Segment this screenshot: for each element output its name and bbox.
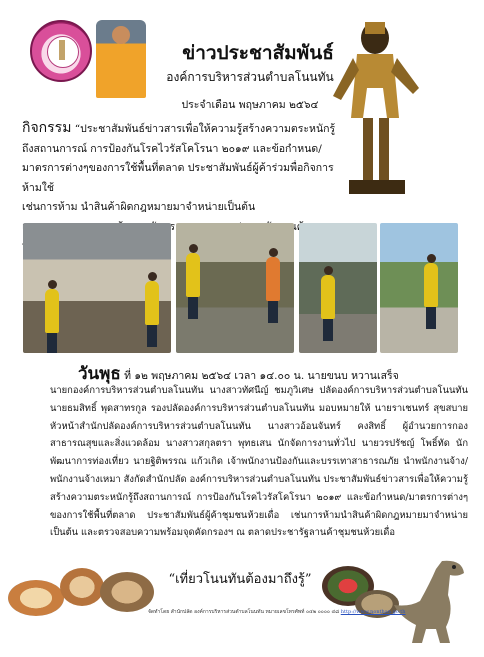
activity-line-2: ถึงสถานการณ์ การป้องกันโรคไวรัสโคโรนา ๒๐๑๙ และข้อกำหนด/ — [22, 142, 322, 155]
person-figure — [266, 257, 280, 301]
slogan: “เที่ยวโนนทันต้องมาถึงรู้” — [168, 572, 312, 587]
person-figure — [45, 289, 59, 333]
person-figure — [321, 275, 335, 319]
person-figure — [145, 281, 159, 325]
event-photo-2 — [176, 223, 294, 353]
event-body: นายกองค์การบริหารส่วนตำบลโนนทัน นางสาวทัศนีญ์ ชมภูวิเศษ ปลัดองค์การบริหารส่วนตำบลโนนทัน นายธมสิทธิ์ พุดสาทรกูล รองปลัดองค์การบริหารส่วนตำบลโนนทัน มอบหมายให้ นายราเชนทร์ สุขสบาย หัวหน้าสำนักปลัดองค์การบริหารส่วนตำบลโนนทัน นางสาวอ้อนจันทร์ คงสิทธิ์ ผู้อำนวยการกองสาธารณสุขและสิ่งแวดล้อม นางสาวสกุลตรา พุทธเสน นักจัดการงานทั่วไป นายวรปรัชญ์ โพธิ์ทัด นักพัฒนาการท่องเที่ยว นายฐิติพรรณ แก้วเกิด เจ้าพนักงานป้องกันและบรรเทาสาธารณภัย นำพนักงานจ้าง/พนักงานจ้างเหมา สังกัดสำนักปลัด องค์การบริหารส่วนตำบลโนนทัน ประชาสัมพันธ์ข่าวสารเพื่อให้ความรู้สร้างความตระหนักรู้ถึงสถานการณ์ การป้องกันโรคไวรัสโคโรนา ๒๐๑๙ และข้อกำหนด/มาตรการต่างๆของการใช้พื้นที่ตลาด ประชาสัมพันธ์ผู้ค้าชุมชนห้วยเดื่อ เช่นการห้ามนำสินค้าผิดกฎหมายมาจำหน่ายเป็นต้น และตรวจสอบความพร้อมจุดคัดกรองฯ ณ ตลาดประชารัฐลานค้าชุมชนห้วยเดื่อ — [50, 385, 468, 539]
newsletter-title: ข่าวประชาสัมพันธ์ — [182, 42, 334, 64]
dinosaur-image — [392, 555, 470, 645]
event-date-time: ที่ ๑๒ พฤษภาคม ๒๕๖๔ เวลา ๑๔.๐๐ น. นายขนบ หวานเสร็จ — [120, 370, 399, 382]
person-figure — [424, 263, 438, 307]
logo-tower-icon — [59, 40, 65, 60]
footer-credit — [148, 608, 428, 616]
event-photo-4 — [380, 223, 458, 353]
activity-keyword: กิจกรรม — [22, 120, 72, 136]
event-photo-3 — [299, 223, 377, 353]
food-photo — [8, 580, 64, 616]
monk-head — [112, 26, 130, 44]
event-day: วันพุธ — [78, 364, 121, 384]
event-photo-1 — [23, 223, 171, 353]
monk-statue-photo — [96, 20, 146, 98]
person-figure — [186, 253, 200, 297]
website-link[interactable]: http://www.nonthan.go.th — [340, 609, 406, 615]
food-photo — [100, 572, 154, 612]
activity-line-1: กิจกรรม “ประชาสัมพันธ์ข่าวสารเพื่อให้ความรู้สร้างความตระหนักรู้ — [22, 120, 336, 136]
food-photo — [60, 568, 104, 606]
organization-name: องค์การบริหารส่วนตำบลโนนทัน — [166, 70, 334, 84]
activity-line-3: มาตรการต่างๆของการใช้พื้นที่ตลาด ประชาสัมพันธ์ผู้ค้าร่วมพื่อกิจการห้ามใช้ — [22, 162, 334, 194]
activity-line-4: เช่นการห้าม นำสินค้าผิดกฎหมายมาจำหน่ายเป็นต้น — [22, 201, 256, 213]
organization-logo — [30, 20, 92, 82]
issue-month: ประจำเดือน พฤษภาคม ๒๕๖๔ — [181, 99, 319, 111]
credit-text: จัดทำโดย สำนักปลัด องค์การบริหารส่วนตำบลโนนทัน หมายเลขโทรศัพท์ ๐๔๒ ๐๐๐๐ ๔๘ — [148, 609, 340, 615]
